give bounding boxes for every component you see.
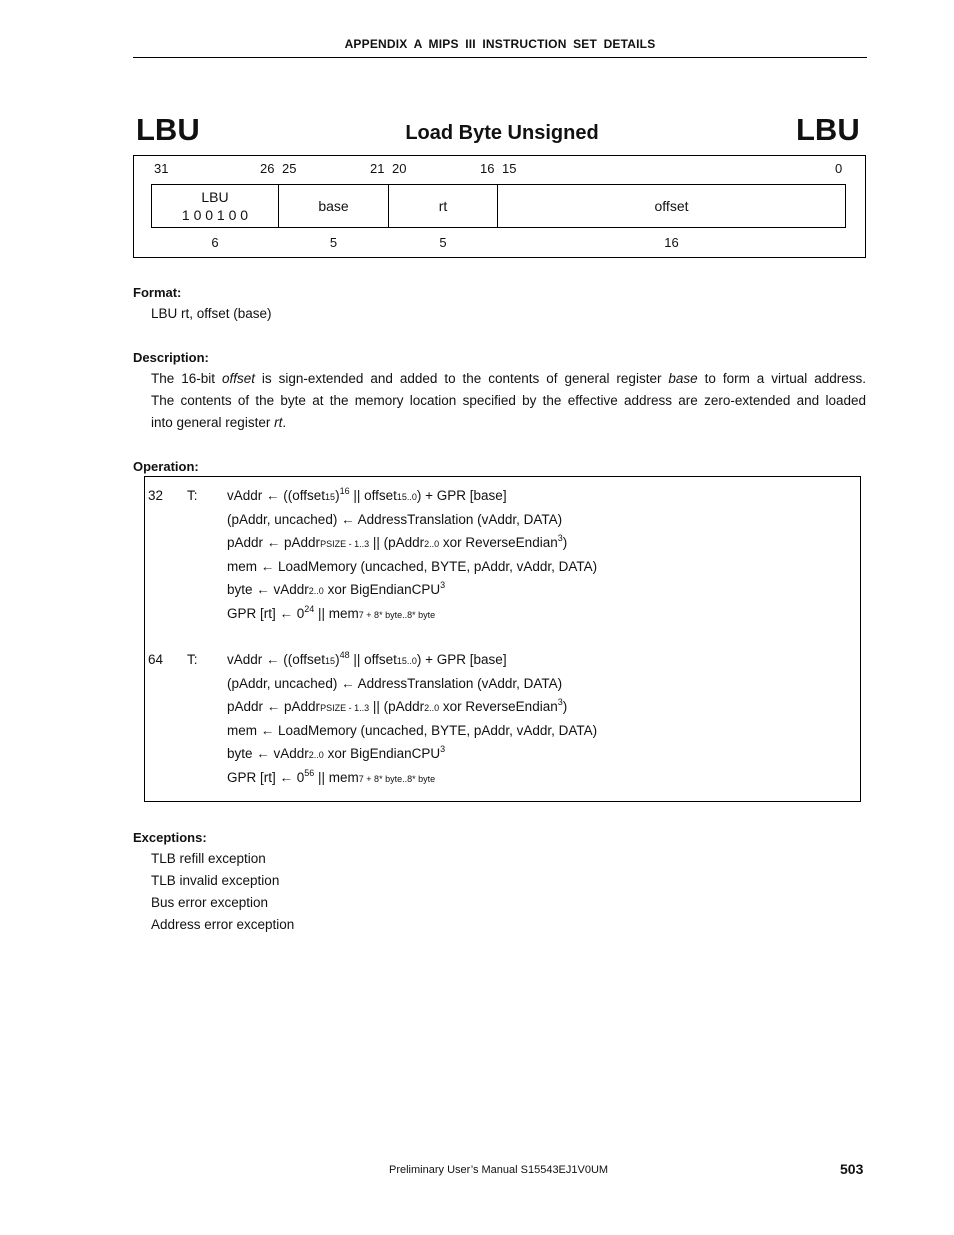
op-phase: T:	[187, 488, 198, 503]
description-line: The contents of the byte at the memory location specified by the effective address are zero-extended and loaded	[151, 393, 866, 408]
op-phase: T:	[187, 652, 198, 667]
bit-number: 26	[260, 161, 275, 176]
instruction-name: Load Byte Unsigned	[405, 122, 599, 144]
op-line: (pAddr, uncached) ← AddressTranslation (vAddr, DATA)	[227, 676, 563, 691]
bit-number: 20	[392, 161, 407, 176]
op-line: byte ← vAddr2..0 xor BigEndianCPU$^3$	[227, 580, 446, 597]
page-number: 503	[840, 1161, 864, 1177]
exception-item: TLB refill exception	[151, 851, 266, 866]
op-bit-mode: 32	[148, 488, 164, 503]
description-line: into general register rt.	[151, 415, 287, 430]
running-header-title: APPENDIX A MIPS III INSTRUCTION SET DETAILS	[344, 37, 656, 51]
opcode-field	[151, 184, 279, 228]
bit-number: 25	[282, 161, 297, 176]
description-line: The 16-bit offset is sign-extended and added to the contents of general register base to form a virtual address.	[151, 371, 866, 386]
op-line: byte ← vAddr2..0 xor BigEndianCPU$^3$	[227, 744, 446, 761]
field-width: 6	[211, 235, 219, 250]
offset-field-label: offset	[654, 198, 689, 214]
op-line: (pAddr, uncached) ← AddressTranslation (vAddr, DATA)	[227, 512, 563, 527]
opcode-field-value: 1 0 0 1 0 0	[181, 207, 249, 223]
mnemonic-right: LBU	[796, 112, 860, 147]
op-line: vAddr ← ((offset15)$^{16}$ || offset15..0) + GPR [base]	[227, 486, 507, 503]
field-width: 5	[439, 235, 447, 250]
op-line: mem ← LoadMemory (uncached, BYTE, pAddr, vAddr, DATA)	[227, 559, 598, 574]
base-field-label: base	[318, 198, 349, 214]
mnemonic-left: LBU	[136, 112, 200, 147]
op-line: pAddr ← pAddrPSIZE - 1..3 || (pAddr2..0 xor ReverseEndian$^3$)	[227, 697, 568, 714]
exception-item: TLB invalid exception	[151, 873, 280, 888]
description-heading: Description:	[133, 350, 209, 365]
op-line: vAddr ← ((offset15)$^{48}$ || offset15..0) + GPR [base]	[227, 650, 507, 667]
op-line: GPR [rt] ← $0^{24}$ || mem7 + 8* byte..8* byte	[227, 604, 436, 621]
exception-item: Bus error exception	[151, 895, 269, 910]
base-field	[278, 184, 389, 228]
operation-heading: Operation:	[133, 459, 199, 474]
bit-number: 15	[502, 161, 517, 176]
op-bit-mode: 64	[148, 652, 164, 667]
bit-number: 16	[480, 161, 495, 176]
offset-field	[497, 184, 846, 228]
op-line: pAddr ← pAddrPSIZE - 1..3 || (pAddr2..0 xor ReverseEndian$^3$)	[227, 533, 568, 550]
footer-manual-id: Preliminary User’s Manual S15543EJ1V0UM	[389, 1164, 609, 1176]
op-line: mem ← LoadMemory (uncached, BYTE, pAddr, vAddr, DATA)	[227, 723, 598, 738]
bit-number: 0	[835, 161, 843, 176]
rt-field	[388, 184, 498, 228]
header-rule	[133, 57, 867, 58]
exceptions-heading: Exceptions:	[133, 830, 207, 845]
field-width: 16	[664, 235, 679, 250]
format-heading: Format:	[133, 285, 182, 300]
format-syntax: LBU rt, offset (base)	[151, 306, 272, 321]
field-width: 5	[329, 235, 338, 250]
bit-number: 21	[370, 161, 385, 176]
rt-field-label: rt	[438, 198, 448, 214]
exception-item: Address error exception	[151, 917, 295, 932]
bit-number: 31	[154, 161, 169, 176]
opcode-field-label: LBU	[201, 189, 229, 205]
op-line: GPR [rt] ← $0^{56}$ || mem7 + 8* byte..8* byte	[227, 768, 436, 785]
